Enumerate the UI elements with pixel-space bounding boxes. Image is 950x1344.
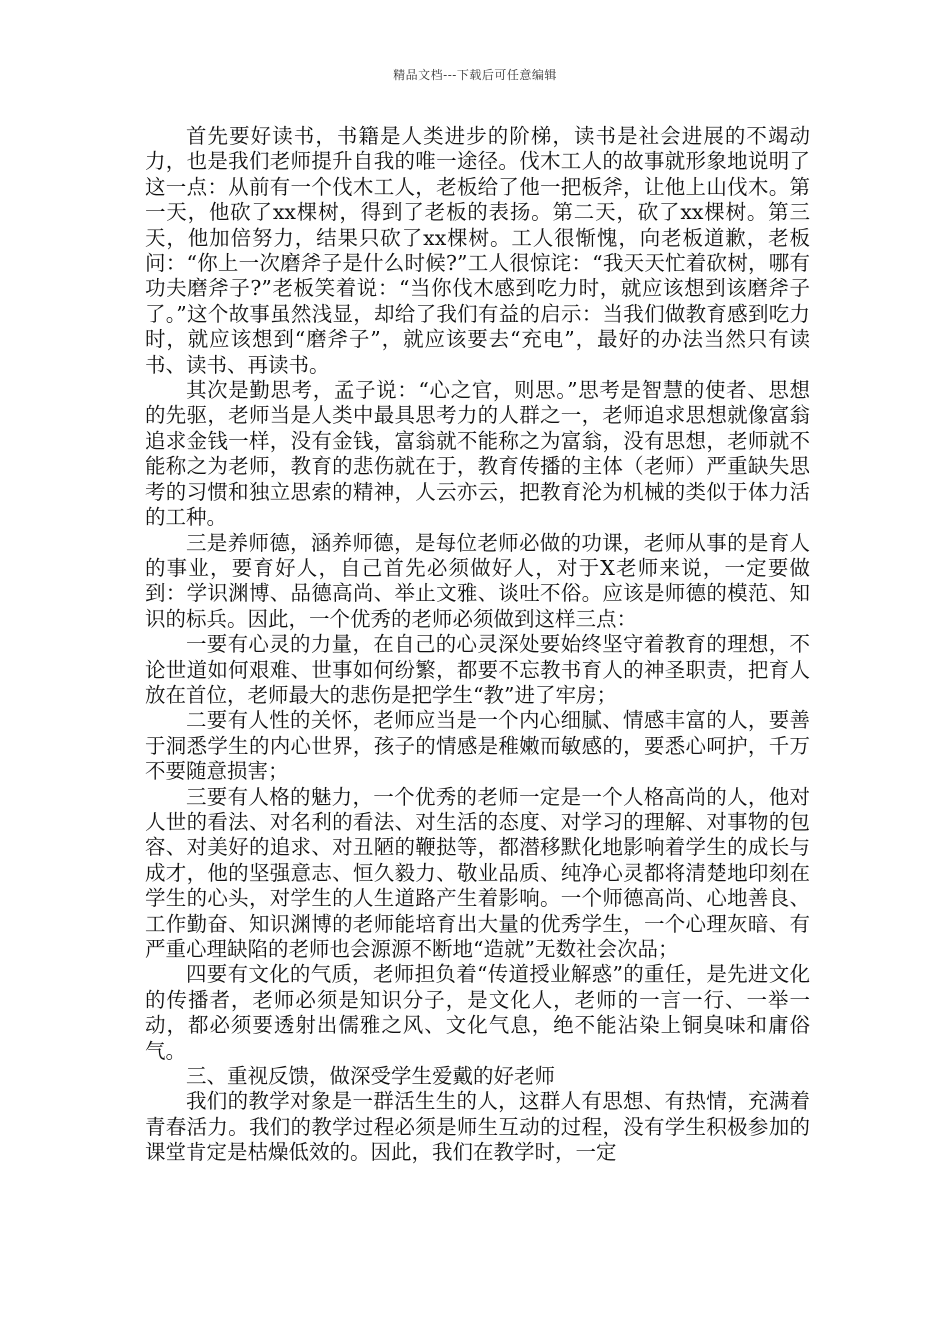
paragraph-ethics: 三是养师德，涵养师德，是每位老师必做的功课，老师从事的是育人的事业，要育好人，自己首先必须做好人，对于X老师来说，一定要做到：学识渊博、品德高尚、举止文雅、谈吐不俗。应该是师德的模范、知识的标兵。因此，一个优秀的老师必须做到这样三点： xyxy=(145,530,810,631)
paragraph-feedback: 我们的教学对象是一群活生生的人，这群人有思想、有热情，充满着青春活力。我们的教学过程必须是师生互动的过程，没有学生积极参加的课堂肯定是枯燥低效的。因此，我们在教学时，一定 xyxy=(145,1089,810,1165)
paragraph-thinking: 其次是勤思考，孟子说：“心之官，则思。”思考是智慧的使者、思想的先驱，老师当是人类中最具思考力的人群之一，老师追求思想就像富翁追求金钱一样，没有金钱，富翁就不能称之为富翁，没有思想，老师就不能称之为老师，教育的悲伤就在于，教育传播的主体（老师）严重缺失思考的习惯和独立思索的精神，人云亦云，把教育沦为机械的类似于体力活的工种。 xyxy=(145,378,810,530)
page-header: 精品文档---下载后可任意编辑 xyxy=(393,68,557,82)
paragraph-reading: 首先要好读书，书籍是人类进步的阶梯，读书是社会进展的不竭动力，也是我们老师提升自我的唯一途径。伐木工人的故事就形象地说明了这一点：从前有一个伐木工人，老板给了他一把板斧，让他上山伐木。第一天，他砍了xx棵树，得到了老板的表扬。第二天，砍了xx棵树。第三天，他加倍努力，结果只砍了xx棵树。工人很惭愧，向老板道歉，老板问：“你上一次磨斧子是什么时候?”工人很惊诧：“我天天忙着砍树，哪有功夫磨斧子?”老板笑着说：“当你伐木感到吃力时，就应该想到该磨斧子了。”这个故事虽然浅显，却给了我们有益的启示：当我们做教育感到吃力时，就应该想到“磨斧子”，就应该要去“充电”，最好的办法当然只有读书、读书、再读书。 xyxy=(145,124,810,377)
section-heading: 三、重视反馈，做深受学生爱戴的好老师 xyxy=(186,1064,555,1089)
paragraph-point-one: 一要有心灵的力量，在自己的心灵深处要始终坚守着教育的理想，不论世道如何艰难、世事如何纷繁，都要不忘教书育人的神圣职责，把育人放在首位，老师最大的悲伤是把学生“教”进了牢房； xyxy=(145,632,810,707)
paragraph-point-four: 四要有文化的气质，老师担负着“传道授业解惑”的重任，是先进文化的传播者，老师必须是知识分子，是文化人，老师的一言一行、一举一动，都必须要透射出儒雅之风、文化气息，绝不能沾染上铜臭味和庸俗气。 xyxy=(145,962,810,1063)
paragraph-point-two: 二要有人性的关怀，老师应当是一个内心细腻、情感丰富的人，要善于洞悉学生的内心世界，孩子的情感是稚嫩而敏感的，要悉心呵护，千万不要随意损害； xyxy=(145,708,810,784)
document-body xyxy=(145,124,810,1166)
paragraph-point-three: 三要有人格的魅力，一个优秀的老师一定是一个人格高尚的人，他对人世的看法、对名利的看法、对生活的态度、对学习的理解、对事物的包容、对美好的追求、对丑陋的鞭挞等，都潜移默化地影响着学生的成长与成才，他的坚强意志、恒久毅力、敬业品质、纯净心灵都将清楚地印刻在学生的心头，对学生的人生道路产生着影响。一个师德高尚、心地善良、工作勤奋、知识渊博的老师能培育出大量的优秀学生，一个心理灰暗、有严重心理缺陷的老师也会源源不断地“造就”无数社会次品； xyxy=(145,784,810,961)
